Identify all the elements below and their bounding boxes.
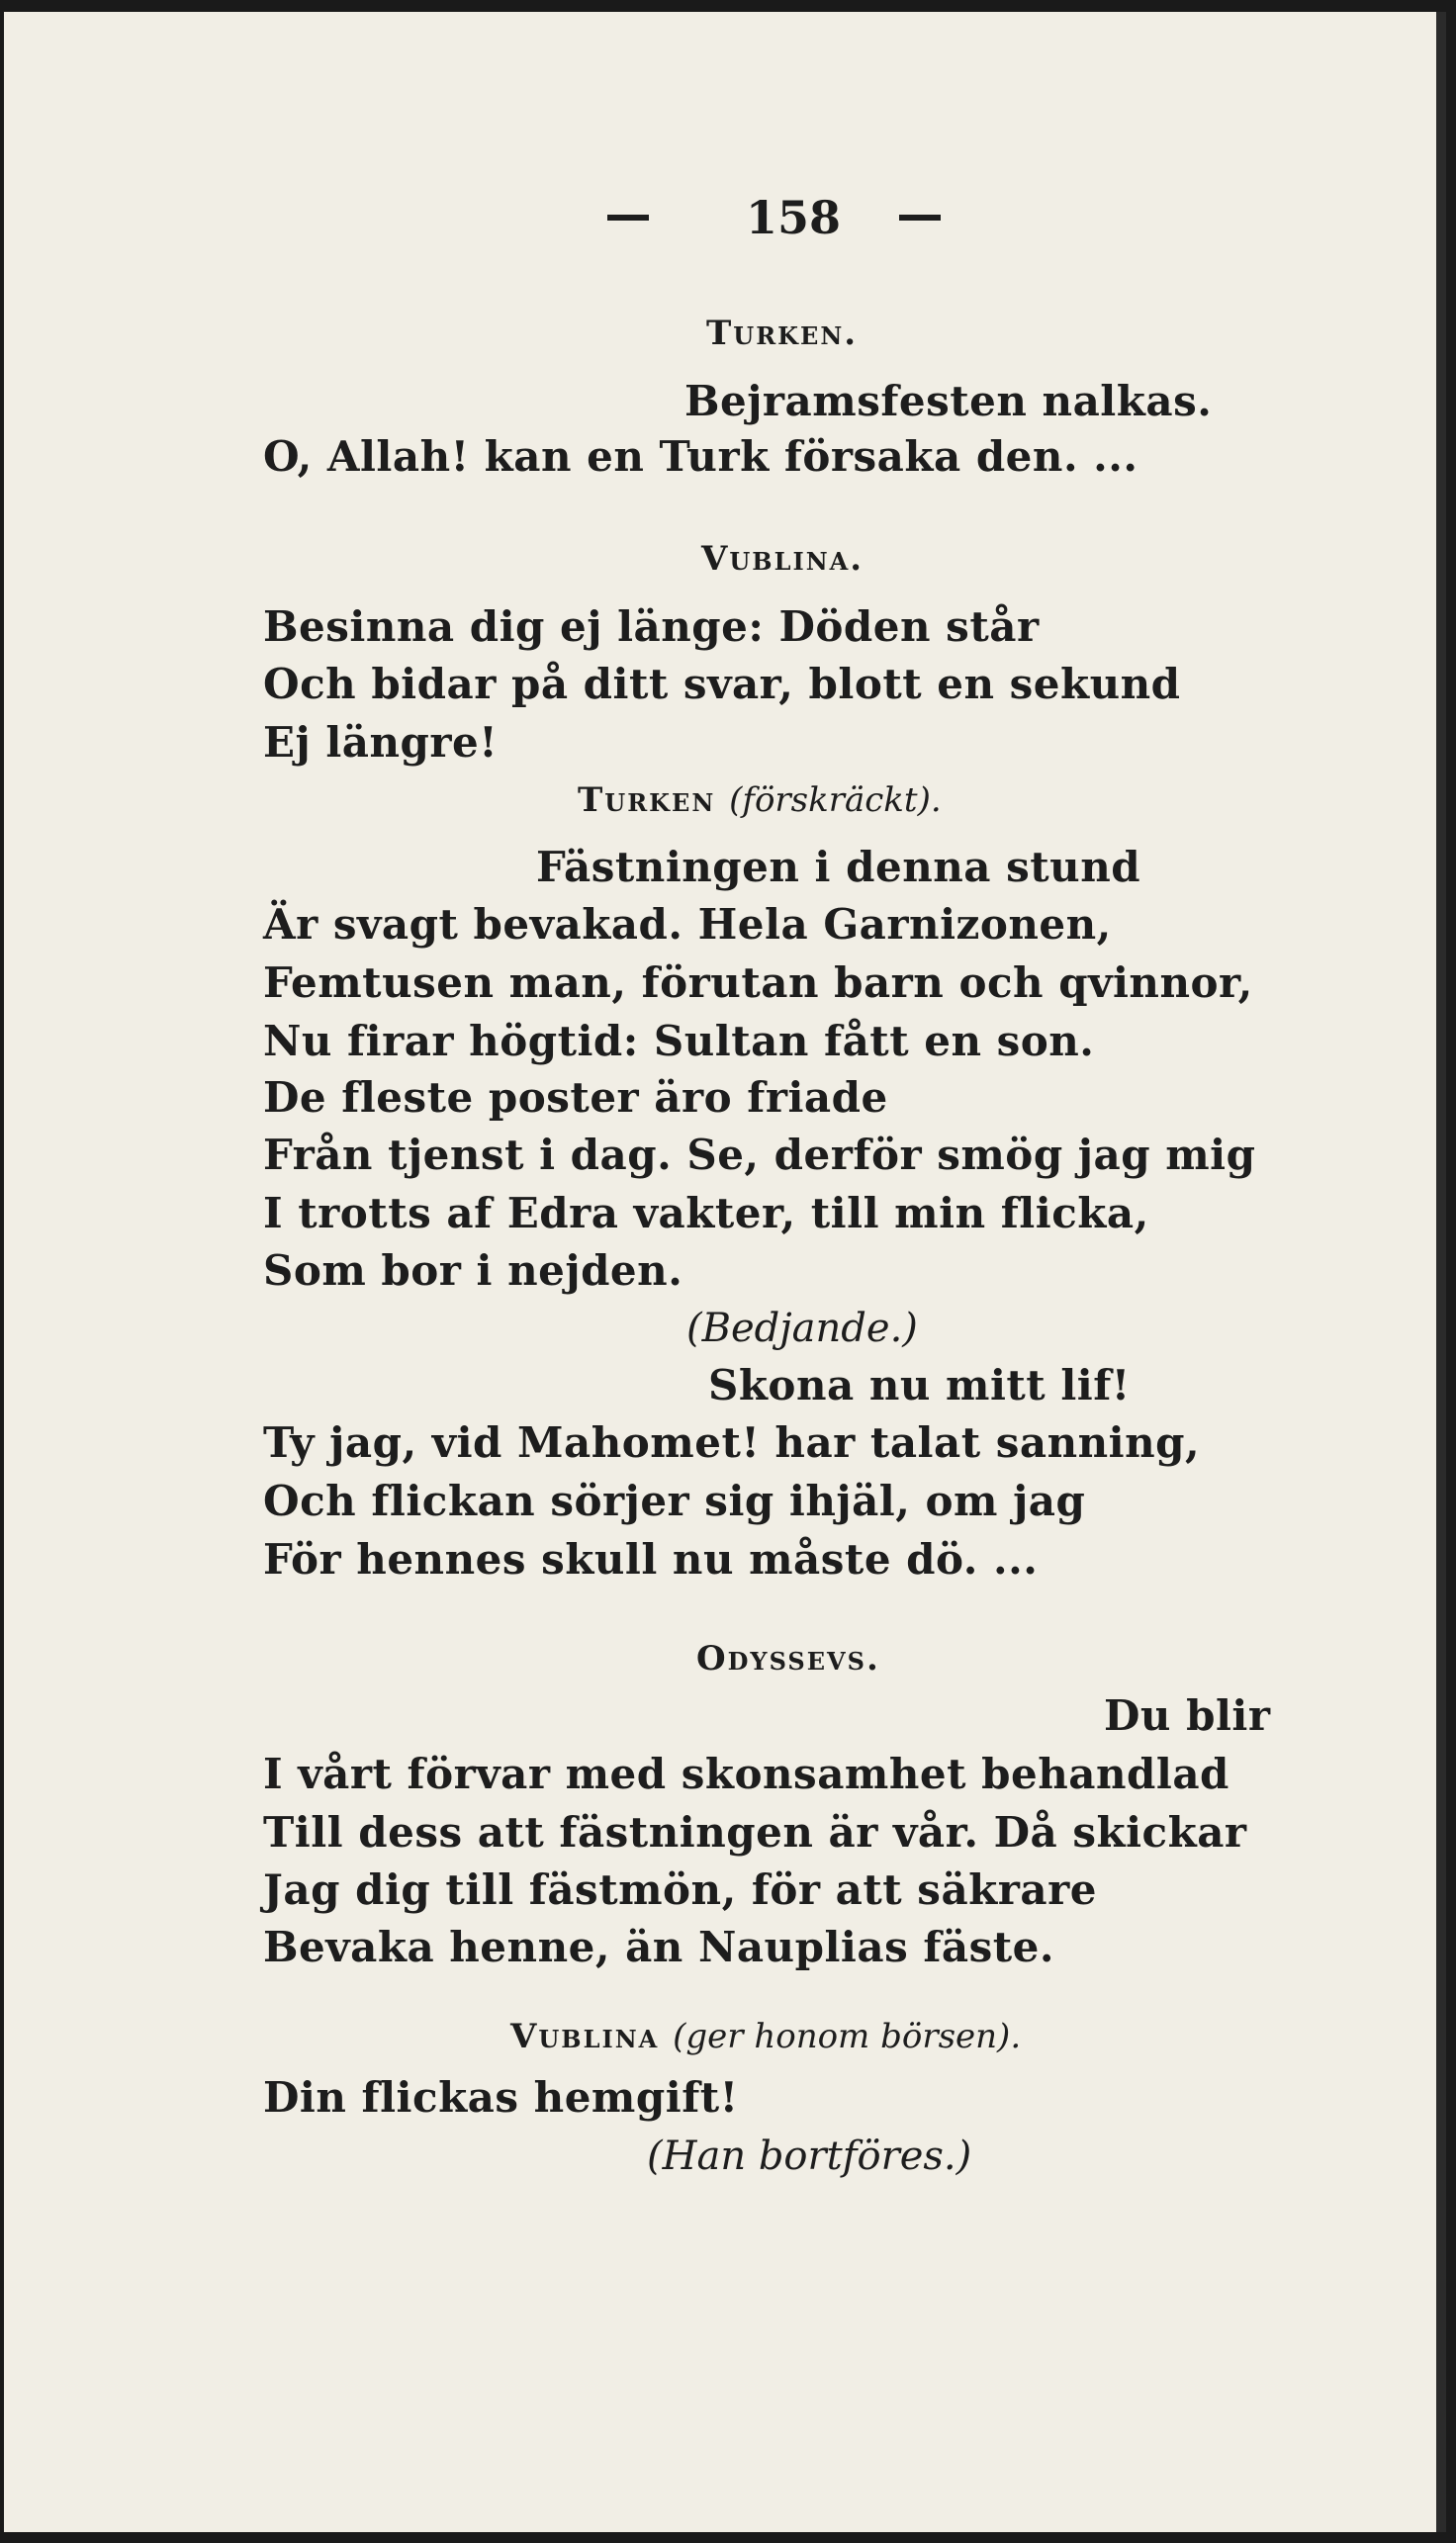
verse-line: Och flickan sörjer sig ihjäl, om jag bbox=[263, 1477, 1086, 1525]
verse-line: Är svagt bevakad. Hela Garnizonen, bbox=[263, 900, 1112, 949]
header-dash-left bbox=[607, 215, 649, 221]
speaker-odyssevs: Odyssevs. bbox=[696, 1639, 880, 1679]
verse-line: Och bidar på ditt svar, blott en sekund bbox=[263, 660, 1181, 708]
verse-line: Ej längre! bbox=[263, 718, 499, 767]
verse-line: Från tjenst i dag. Se, derför smög jag mig bbox=[263, 1131, 1256, 1179]
book-page bbox=[4, 12, 1446, 2532]
verse-line: I trotts af Edra vakter, till min flicka, bbox=[263, 1189, 1149, 1237]
verse-line: Till dess att fästningen är vår. Då skickar bbox=[263, 1808, 1247, 1857]
verse-line: Din flickas hemgift! bbox=[263, 2073, 739, 2122]
verse-line: Femtusen man, förutan barn och qvinnor, bbox=[263, 958, 1253, 1007]
verse-line: Besinna dig ej länge: Döden står bbox=[263, 602, 1040, 651]
stage-direction: (ger honom börsen). bbox=[673, 2017, 1022, 2056]
verse-line: Fästningen i denna stund bbox=[536, 843, 1141, 891]
verse-line: O, Allah! kan en Turk försaka den. ... bbox=[263, 432, 1138, 481]
page-number: 158 bbox=[746, 191, 842, 244]
verse-line: Skona nu mitt lif! bbox=[708, 1361, 1131, 1409]
verse-line: I vårt förvar med skonsamhet behandlad bbox=[263, 1750, 1229, 1798]
verse-line: Ty jag, vid Mahomet! har talat sanning, bbox=[263, 1418, 1201, 1467]
verse-line: För hennes skull nu måste dö. ... bbox=[263, 1535, 1039, 1584]
verse-line: Som bor i nejden. bbox=[263, 1246, 683, 1295]
speaker-turken-direction bbox=[578, 775, 942, 825]
speaker-name: Turken bbox=[578, 780, 716, 820]
verse-line: Nu firar högtid: Sultan fått en son. bbox=[263, 1017, 1095, 1065]
verse-line: Du blir bbox=[1104, 1691, 1271, 1740]
speaker-name: Vublina bbox=[510, 2017, 660, 2056]
verse-line: Bejramsfesten nalkas. bbox=[684, 377, 1213, 425]
speaker-turken: Turken. bbox=[706, 314, 859, 353]
verse-line: De fleste poster äro friade bbox=[263, 1073, 888, 1122]
verse-line: Bevaka henne, än Nauplias fäste. bbox=[263, 1923, 1055, 1971]
verse-line: Jag dig till fästmön, för att säkrare bbox=[263, 1865, 1097, 1914]
stage-direction: (Bedjande.) bbox=[686, 1306, 918, 1351]
header-dash-right bbox=[899, 215, 941, 221]
stage-direction: (Han bortföres.) bbox=[647, 2134, 972, 2179]
speaker-vublina: Vublina. bbox=[701, 539, 864, 579]
stage-direction: (förskräckt). bbox=[729, 780, 942, 820]
speaker-vublina-direction bbox=[510, 2012, 1021, 2061]
